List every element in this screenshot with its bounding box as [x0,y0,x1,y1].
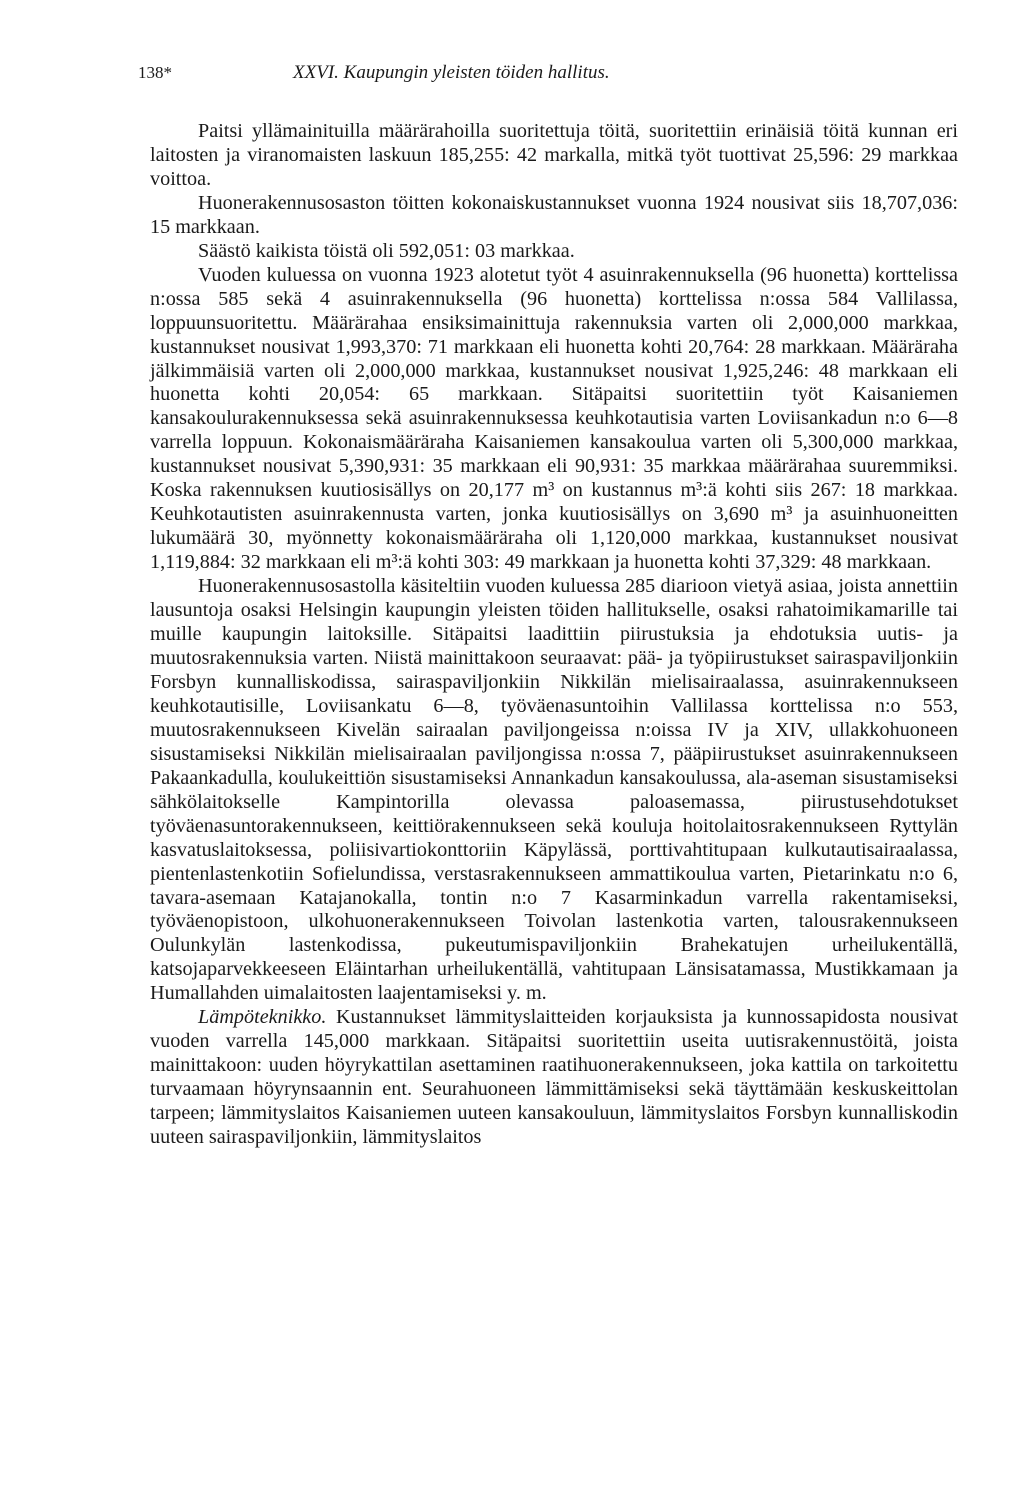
document-page [138,62,958,1150]
paragraph-total-costs [150,192,958,240]
paragraph-savings [150,240,958,264]
paragraph-other-works [150,120,958,192]
paragraph-text: Paitsi yllämainituilla määrärahoilla suoritettuja töitä, suoritettiin erinäisiä töitä kunnan eri laitosten ja viranomaisten laskuun 185,255: 42 markalla, mitkä työt tuottivat 25,596: 29 markkaa voittoa. [150,120,958,190]
paragraph-heating-engineer [150,1006,958,1150]
paragraph-completed-buildings [150,264,958,575]
paragraph-text: Huonerakennusosaston töitten kokonaiskustannukset vuonna 1924 nousivat siis 18,707,036: 15 markkaan. [150,191,958,238]
page-header [138,62,958,102]
body-text [150,120,958,1150]
paragraph-text: Vuoden kuluessa on vuonna 1923 alotetut työt 4 asuinrakennuksella (96 huonetta) korttelissa n:ossa 585 sekä 4 asuinrakennuksella (96 huonetta) korttelissa n:ossa 584 Vallilassa, loppuunsuoritettu. Määrärahaa ensiksimainittuja rakennuksia varten oli 2,000,000 markkaa, kustannukset nousivat 1,993,370: 71 markkaan eli huonetta kohti 20,764: 28 markkaan. Määräraha jälkimmäisiä varten oli 2,000,000 markkaa, kustannukset nousivat 1,925,246: 48 markkaan eli huonetta kohti 20,054: 65 markkaan. Sitäpaitsi suoritettiin työt Kaisaniemen kansakoulurakennuksessa sekä asuinrakennuksessa keuhkotautisia varten Loviisankadun n:o 6—8 varrella loppuun. Kokonaismääräraha Kaisaniemen kansakoulua varten oli 5,300,000 markkaa, kustannukset nousivat 5,390,931: 35 markkaan eli 90,931: 35 markkaa määrärahaa suuremmiksi. Koska rakennuksen kuutiosisällys on 20,177 m³ on kustannus m³:ä kohti siis 267: 18 markkaa. Keuhkotautisten asuinrakennusta varten, jonka kuutiosisällys on 3,690 m³ ja asuinhuoneitten lukumäärä 30, myönnetty kokonaismääräraha oli 1,120,000 markkaa, kustannukset nousivat 1,119,884: 32 markkaan eli m³:ä kohti 303: 49 markkaan ja huonetta kohti 37,329: 48 markkaan. [150,263,958,574]
running-title: XXVI. Kaupungin yleisten töiden hallitus. [293,62,610,83]
paragraph-lead-in: Lämpöteknikko. [198,1006,327,1029]
page-number: 138* [138,63,172,82]
paragraph-drawings [150,575,958,1006]
paragraph-text: Säästö kaikista töistä oli 592,051: 03 markkaa. [198,239,575,262]
paragraph-text: Kustannukset lämmityslaitteiden korjauksista ja kunnossapidosta nousivat vuoden varrella 145,000 markkaan. Sitäpaitsi suoritettiin useita uutisrakennustöitä, joista mainittakoon: uuden höyrykattilan asettaminen raatihuonerakennukseen, joka kattila on tarkoitettu turvaamaan höyrynsaannin ent. Seurahuoneen lämmittämiseksi sekä täyttämään keskuskeittolan tarpeen; lämmityslaitos Kaisaniemen uuteen kansakouluun, lämmityslaitos Forsbyn kunnalliskodin uuteen sairaspaviljonkiin, lämmityslaitos [150,1006,958,1149]
paragraph-text: Huonerakennusosastolla käsiteltiin vuoden kuluessa 285 diarioon vietyä asiaa, joista annettiin lausuntoja osaksi Helsingin kaupungin yleisten töiden hallitukselle, osaksi rahatoimikamarille tai muille kaupungin laitoksille. Sitäpaitsi laadittiin piirustuksia ja ehdotuksia uutis- ja muutosrakennuksia varten. Niistä mainittakoon seuraavat: pää- ja työpiirustukset sairaspaviljonkiin Forsbyn kunnalliskodissa, sairaspaviljonkiin Nikkilän mielisairaalassa, asuinrakennukseen keuhkotautisille, Loviisankatu 6—8, työväenasuntoihin Vallilassa korttelissa n:o 553, muutosrakennukseen Kivelän sairaalan paviljongeissa n:oissa IV ja XIV, ullakkohuoneen sisustamiseksi Nikkilän mielisairaalan paviljongissa n:ossa 7, pääpiirustukset asuinrakennukseen Pakaankadulla, koulukeittiön sisustamiseksi Annankadun kansakoulussa, ala-aseman sisustamiseksi sähkölaitokselle Kampintorilla olevassa paloasemassa, piirustusehdotukset työväenasuntorakennukseen, keittiörakennukseen sekä kouluja hoitolaitosrakennukseen Ryttylän kasvatuslaitoksessa, poliisivartiokonttoriin Käpylässä, porttivahtitupaan kulkutautisairaalassa, pientenlastenkotiin Sofielundissa, verstasrakennukseen ammattikoulua varten, Pietarinkatu n:o 6, tavara-asemaan Katajanokalla, tontin n:o 7 Kasarminkadun varrella rakentamiseksi, työväenopistoon, ulkohuonerakennukseen Toivolan lastenkotia varten, talousrakennukseen Oulunkylän lastenkodissa, pukeutumispaviljonkiin Brahekatujen urheilukentällä, katsojaparvekkeeseen Eläintarhan urheilukentällä, vahtitupaan Länsisatamassa, Mustikkamaan ja Humallahden uimalaitosten laajentamiseksi y. m. [150,575,958,1005]
